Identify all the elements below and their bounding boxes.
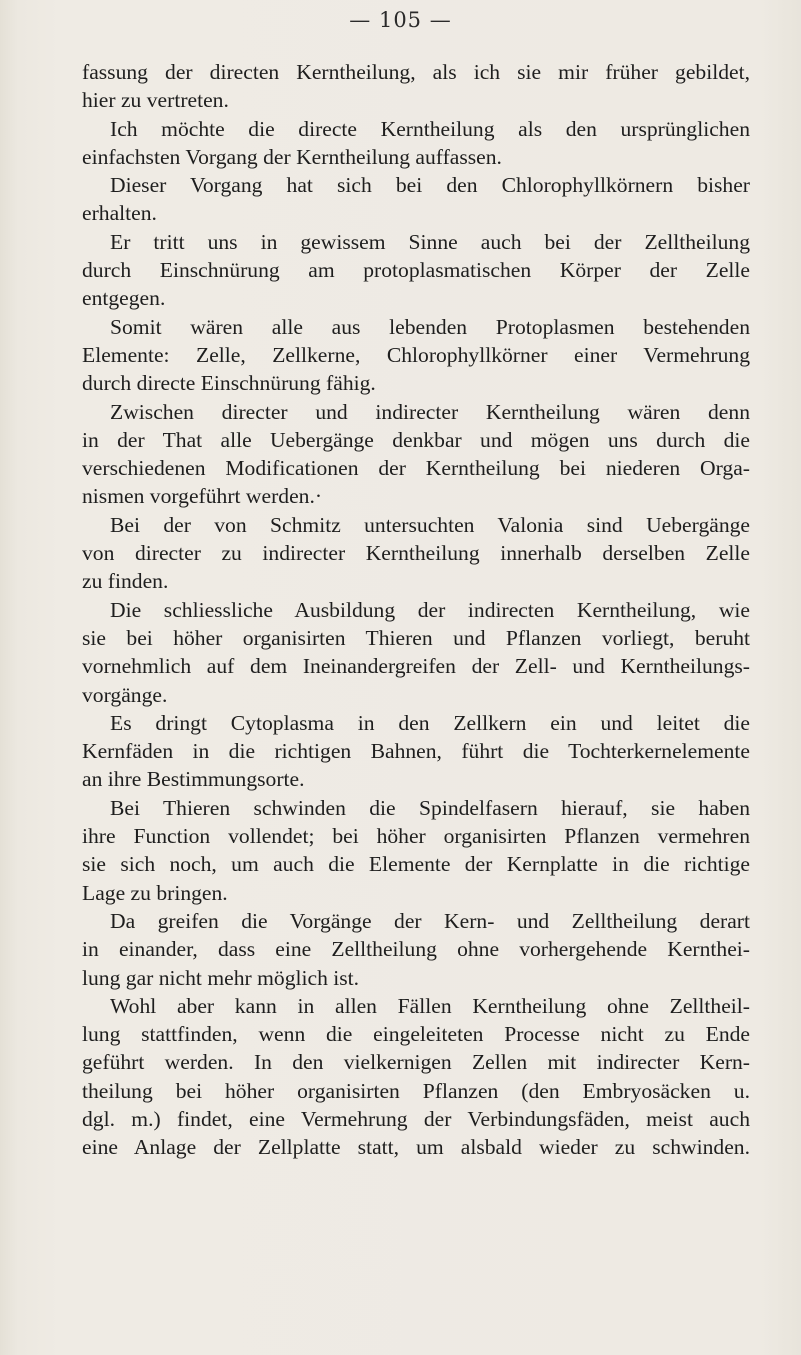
- text-line: ihre Function vollendet; bei höher organisirten Pflanzen vermehren: [82, 824, 750, 849]
- text-line: einfachsten Vorgang der Kerntheilung auffassen.: [82, 144, 502, 169]
- text-line: durch Einschnürung am protoplasmatischen Körper der Zelle: [82, 258, 750, 283]
- body-text: [82, 58, 750, 1162]
- text-line: Ich möchte die directe Kerntheilung als den ursprünglichen: [110, 116, 750, 141]
- text-line: vornehmlich auf dem Ineinandergreifen der Zell- und Kerntheilungs-: [82, 654, 750, 679]
- text-line: sie bei höher organisirten Thieren und Pflanzen vorliegt, beruht: [82, 625, 750, 650]
- text-line: Die schliessliche Ausbildung der indirecten Kerntheilung, wie: [110, 597, 750, 622]
- text-line: Er tritt uns in gewissem Sinne auch bei der Zelltheilung: [110, 229, 750, 254]
- text-line: fassung der directen Kerntheilung, als ich sie mir früher gebildet,: [82, 60, 750, 84]
- text-line: dgl. m.) findet, eine Vermehrung der Verbindungsfäden, meist auch: [82, 1106, 750, 1131]
- text-line: Elemente: Zelle, Zellkerne, Chlorophyllkörner einer Vermehrung: [82, 342, 750, 367]
- text-line: Kernfäden in die richtigen Bahnen, führt die Tochterkernelemente: [82, 739, 750, 764]
- text-line: theilung bei höher organisirten Pflanzen (den Embryosäcken u.: [82, 1078, 750, 1103]
- text-line: vorgänge.: [82, 682, 168, 707]
- text-line: verschiedenen Modificationen der Kerntheilung bei niederen Orga-: [82, 456, 750, 481]
- text-line: geführt werden. In den vielkernigen Zellen mit indirecter Kern-: [82, 1050, 750, 1075]
- text-line: Es dringt Cytoplasma in den Zellkern ein und leitet die: [110, 710, 750, 735]
- page-number-header: — 105 —: [349, 8, 452, 32]
- text-line: lung gar nicht mehr möglich ist.: [82, 965, 360, 990]
- text-line: Bei der von Schmitz untersuchten Valonia sind Uebergänge: [110, 512, 750, 537]
- text-line: von directer zu indirecter Kerntheilung innerhalb derselben Zelle: [82, 541, 750, 566]
- text-line: eine Anlage der Zellplatte statt, um alsbald wieder zu schwinden.: [82, 1135, 750, 1160]
- text-line: erhalten.: [82, 201, 157, 226]
- text-line: entgegen.: [82, 286, 166, 311]
- text-line: sie sich noch, um auch die Elemente der Kernplatte in die richtige: [82, 852, 750, 877]
- text-line: Lage zu bringen.: [82, 880, 228, 905]
- text-line: Wohl aber kann in allen Fällen Kerntheilung ohne Zelltheil-: [110, 993, 750, 1018]
- text-line: an ihre Bestimmungsorte.: [82, 767, 305, 792]
- text-line: zu finden.: [82, 569, 169, 594]
- text-line: Somit wären alle aus lebenden Protoplasmen bestehenden: [110, 314, 750, 339]
- text-line: in einander, dass eine Zelltheilung ohne vorhergehende Kernthei-: [82, 937, 750, 962]
- text-line: Dieser Vorgang hat sich bei den Chlorophyllkörnern bisher: [110, 173, 750, 198]
- text-line: lung stattfinden, wenn die eingeleiteten Processe nicht zu Ende: [82, 1022, 750, 1047]
- text-line: nismen vorgeführt werden.·: [82, 484, 323, 509]
- text-line: hier zu vertreten.: [82, 88, 229, 113]
- text-line: Da greifen die Vorgänge der Kern- und Zelltheilung derart: [110, 908, 750, 933]
- text-line: durch directe Einschnürung fähig.: [82, 371, 376, 396]
- text-line: Bei Thieren schwinden die Spindelfasern hierauf, sie haben: [110, 795, 750, 820]
- text-line: Zwischen directer und indirecter Kerntheilung wären denn: [110, 399, 750, 424]
- text-line: in der That alle Uebergänge denkbar und mögen uns durch die: [82, 427, 750, 452]
